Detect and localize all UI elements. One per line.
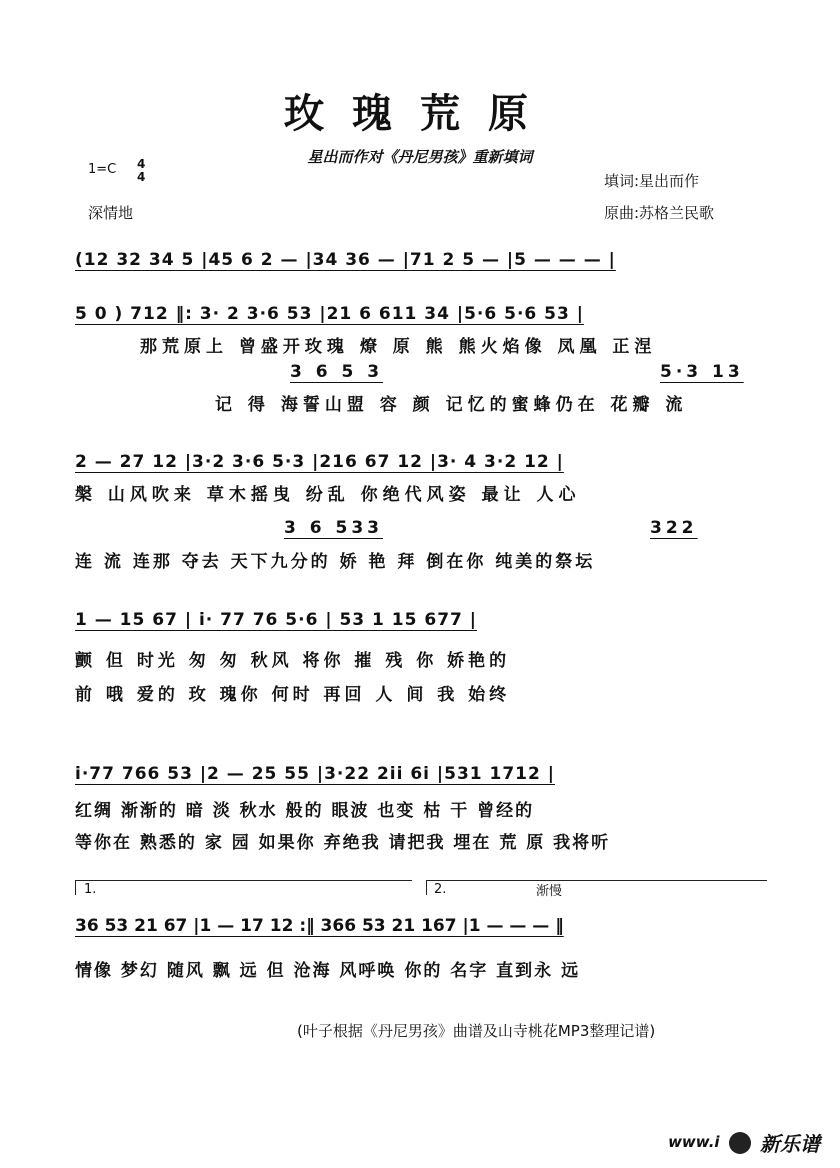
score-row-4-notes: 1 — 15 67 | i· 77 76 5·6 | 53 1 15 677 | bbox=[75, 610, 477, 630]
score-row-5-lyrics-2: 等你在 熟悉的 家 园 如果你 弃绝我 请把我 埋在 荒 原 我将听 bbox=[75, 833, 611, 853]
score-row-2-alt-notes-2: 5·3 13 bbox=[660, 362, 744, 382]
footer-watermark bbox=[668, 1128, 820, 1157]
score-row-3-lyrics-2: 连 流 连那 夺去 天下九分的 娇 艳 拜 倒在你 纯美的祭坛 bbox=[75, 552, 596, 572]
score-row-4-lyrics-1: 颤 但 时光 匆 匆 秋风 将你 摧 残 你 娇艳的 bbox=[75, 651, 511, 671]
score-row-3-notes: 2 — 27 12 |3·2 3·6 5·3 |216 67 12 |3· 4 3·2 12 | bbox=[75, 452, 564, 472]
transcription-note: (叶子根据《丹尼男孩》曲谱及山寺桃花MP3整理记谱) bbox=[297, 1022, 656, 1040]
score-row-4-lyrics-2: 前 哦 爱的 玫 瑰你 何时 再回 人 间 我 始终 bbox=[75, 685, 511, 705]
song-subtitle: 星出而作对《丹尼男孩》重新填词 bbox=[307, 148, 533, 166]
volta-1-label: 1. bbox=[84, 882, 97, 897]
score-row-6-notes: 36 53 21 67 |1 — 17 12 :‖ 366 53 21 167 |1 — — — ‖ bbox=[75, 916, 564, 936]
time-sig-bottom: 4 bbox=[137, 170, 146, 184]
expression-mark: 深情地 bbox=[88, 204, 134, 222]
score-row-5-lyrics-1: 红绸 渐渐的 暗 淡 秋水 般的 眼波 也变 枯 干 曾经的 bbox=[75, 801, 535, 821]
tempo-mark: 渐慢 bbox=[536, 884, 563, 899]
original-composer: 原曲:苏格兰民歌 bbox=[604, 204, 715, 222]
volta-2-bracket bbox=[426, 880, 767, 895]
footer-brand: 新乐谱 bbox=[760, 1132, 820, 1156]
volta-2-label: 2. bbox=[434, 882, 447, 897]
song-title: 玫瑰荒原 bbox=[284, 90, 556, 137]
logo-icon bbox=[729, 1132, 751, 1154]
lyricist: 填词:星出而作 bbox=[604, 172, 700, 190]
score-row-2-lyrics-1: 那荒原上 曾盛开玫瑰 燎 原 熊 熊火焰像 凤凰 正涅 bbox=[140, 337, 657, 357]
score-row-2-lyrics-2: 记 得 海誓山盟 容 颜 记忆的蜜蜂仍在 花瓣 流 bbox=[215, 395, 688, 415]
score-row-3-alt-notes: 3 6 533 bbox=[284, 518, 383, 538]
score-row-2-notes: 5 0 ) 712 ‖: 3· 2 3·6 53 |21 6 611 34 |5·6 5·6 53 | bbox=[75, 304, 584, 324]
time-signature bbox=[137, 158, 145, 184]
score-row-1-notes: (12 32 34 5 |45 6 2 — |34 36 — |71 2 5 — |5 — — — | bbox=[75, 250, 616, 270]
key-signature: 1=C bbox=[88, 162, 117, 177]
score-row-3-alt-notes-2: 322 bbox=[650, 518, 698, 538]
score-row-3-lyrics-1: 槃 山风吹来 草木摇曳 纷乱 你绝代风姿 最让 人心 bbox=[75, 485, 581, 505]
score-row-5-notes: i·77 766 53 |2 — 25 55 |3·22 2ii 6i |531 1712 | bbox=[75, 764, 555, 784]
footer-url: www.i bbox=[668, 1133, 720, 1151]
score-row-6-lyrics: 情像 梦幻 随风 飘 远 但 沧海 风呼唤 你的 名字 直到永 远 bbox=[75, 961, 581, 981]
time-sig-top: 4 bbox=[137, 157, 146, 171]
score-row-2-alt-notes: 3 6 5 3 bbox=[290, 362, 384, 382]
volta-1-bracket bbox=[75, 880, 412, 895]
